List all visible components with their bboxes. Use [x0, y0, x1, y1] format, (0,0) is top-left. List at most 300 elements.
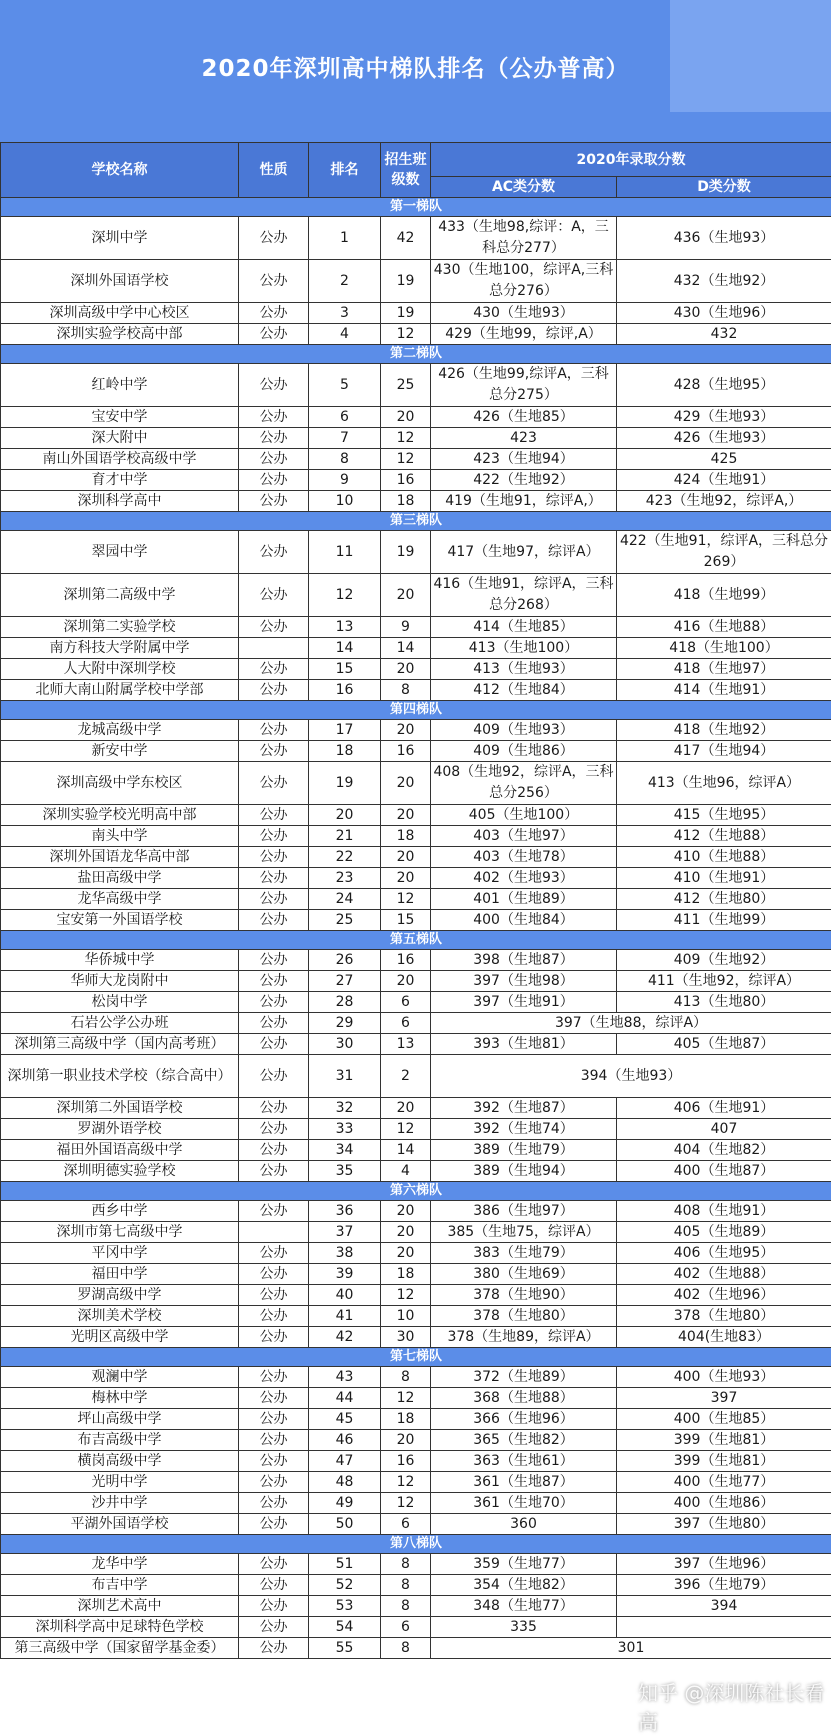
- table-row: [1, 470, 831, 491]
- rank-cell: 24: [309, 889, 381, 910]
- type-cell: 公办: [239, 868, 309, 889]
- ac-score-cell: 383（生地79）: [431, 1243, 617, 1264]
- table-row: [1, 1243, 831, 1264]
- school-cell: 深圳市第七高级中学: [1, 1222, 239, 1243]
- tier-row: [1, 1535, 831, 1554]
- rank-cell: 10: [309, 491, 381, 512]
- classes-cell: 20: [381, 1222, 431, 1243]
- classes-cell: 20: [381, 1243, 431, 1264]
- school-cell: 龙城高级中学: [1, 720, 239, 741]
- school-cell: 光明中学: [1, 1472, 239, 1493]
- school-cell: 龙华高级中学: [1, 889, 239, 910]
- ac-score-cell: 426（生地85）: [431, 407, 617, 428]
- table-row: [1, 847, 831, 868]
- type-cell: 公办: [239, 1554, 309, 1575]
- table-row: [1, 971, 831, 992]
- type-cell: 公办: [239, 491, 309, 512]
- ac-score-cell: 378（生地90）: [431, 1285, 617, 1306]
- classes-cell: 2: [381, 1055, 431, 1098]
- title-banner: [0, 0, 831, 142]
- table-row: [1, 1388, 831, 1409]
- rank-cell: 55: [309, 1638, 381, 1659]
- table-row: [1, 1409, 831, 1430]
- ac-score-cell: 386（生地97）: [431, 1201, 617, 1222]
- classes-cell: 19: [381, 303, 431, 324]
- d-score-cell: 414（生地91）: [617, 680, 831, 701]
- classes-cell: 12: [381, 1388, 431, 1409]
- tier-label: 第三梯队: [1, 512, 831, 531]
- tier-row: [1, 512, 831, 531]
- table-row: [1, 1034, 831, 1055]
- d-score-cell: 399（生地81）: [617, 1451, 831, 1472]
- tier-row: [1, 931, 831, 950]
- tier-label: 第六梯队: [1, 1182, 831, 1201]
- ac-score-cell: 360: [431, 1514, 617, 1535]
- ac-score-cell: 433（生地98,综评：A，三科总分277）: [431, 217, 617, 260]
- d-score-cell: 436（生地93）: [617, 217, 831, 260]
- rank-cell: 53: [309, 1596, 381, 1617]
- header-d: D类分数: [617, 177, 831, 198]
- table-row: [1, 1098, 831, 1119]
- type-cell: 公办: [239, 659, 309, 680]
- table-row: [1, 574, 831, 617]
- rank-cell: 27: [309, 971, 381, 992]
- type-cell: 公办: [239, 217, 309, 260]
- classes-cell: 20: [381, 805, 431, 826]
- ac-score-cell: 414（生地85）: [431, 617, 617, 638]
- ac-score-cell: 413（生地93）: [431, 659, 617, 680]
- school-cell: 布吉中学: [1, 1575, 239, 1596]
- type-cell: 公办: [239, 1161, 309, 1182]
- type-cell: 公办: [239, 1201, 309, 1222]
- school-cell: 坪山高级中学: [1, 1409, 239, 1430]
- school-cell: 深圳实验学校高中部: [1, 324, 239, 345]
- ac-score-cell: 359（生地77）: [431, 1554, 617, 1575]
- school-cell: 石岩公学公办班: [1, 1013, 239, 1034]
- classes-cell: 20: [381, 574, 431, 617]
- rank-cell: 38: [309, 1243, 381, 1264]
- rank-cell: 54: [309, 1617, 381, 1638]
- ac-score-cell: 409（生地86）: [431, 741, 617, 762]
- d-score-cell: 429（生地93）: [617, 407, 831, 428]
- school-cell: 沙井中学: [1, 1493, 239, 1514]
- school-cell: 梅林中学: [1, 1388, 239, 1409]
- school-cell: 罗湖高级中学: [1, 1285, 239, 1306]
- rank-cell: 43: [309, 1367, 381, 1388]
- classes-cell: 16: [381, 741, 431, 762]
- tier-row: [1, 1348, 831, 1367]
- ac-score-cell: 416（生地91，综评A，三科总分268）: [431, 574, 617, 617]
- ac-score-cell: 335: [431, 1617, 617, 1638]
- school-cell: 光明区高级中学: [1, 1327, 239, 1348]
- header-ac: AC类分数: [431, 177, 617, 198]
- table-row: [1, 1554, 831, 1575]
- type-cell: 公办: [239, 680, 309, 701]
- school-cell: 深圳高级中学中心校区: [1, 303, 239, 324]
- d-score-cell: 405（生地89）: [617, 1222, 831, 1243]
- header-school: 学校名称: [1, 143, 239, 198]
- table-row: [1, 1514, 831, 1535]
- table-row: [1, 1430, 831, 1451]
- type-cell: 公办: [239, 971, 309, 992]
- table-row: [1, 1617, 831, 1638]
- d-score-cell: 418（生地97）: [617, 659, 831, 680]
- type-cell: 公办: [239, 1327, 309, 1348]
- rank-cell: 22: [309, 847, 381, 868]
- type-cell: 公办: [239, 762, 309, 805]
- rank-cell: 15: [309, 659, 381, 680]
- school-cell: 深圳第二实验学校: [1, 617, 239, 638]
- d-score-cell: 406（生地95）: [617, 1243, 831, 1264]
- tier-label: 第七梯队: [1, 1348, 831, 1367]
- classes-cell: 10: [381, 1306, 431, 1327]
- ac-score-cell: 417（生地97，综评A）: [431, 531, 617, 574]
- school-cell: 福田中学: [1, 1264, 239, 1285]
- school-cell: 宝安中学: [1, 407, 239, 428]
- d-score-cell: 415（生地95）: [617, 805, 831, 826]
- tier-row: [1, 1182, 831, 1201]
- merged-score-cell: 394（生地93）: [431, 1055, 831, 1098]
- ac-score-cell: 385（生地75，综评A）: [431, 1222, 617, 1243]
- classes-cell: 18: [381, 491, 431, 512]
- table-row: [1, 1222, 831, 1243]
- classes-cell: 20: [381, 868, 431, 889]
- watermark: 知乎 @深圳陈社长看高: [638, 1677, 831, 1735]
- school-cell: 松岗中学: [1, 992, 239, 1013]
- classes-cell: 13: [381, 1034, 431, 1055]
- classes-cell: 20: [381, 762, 431, 805]
- rank-cell: 5: [309, 364, 381, 407]
- classes-cell: 16: [381, 1451, 431, 1472]
- ac-score-cell: 403（生地78）: [431, 847, 617, 868]
- school-cell: 深圳第三高级中学（国内高考班）: [1, 1034, 239, 1055]
- classes-cell: 19: [381, 531, 431, 574]
- rank-cell: 25: [309, 910, 381, 931]
- table-row: [1, 762, 831, 805]
- rank-cell: 51: [309, 1554, 381, 1575]
- rank-cell: 6: [309, 407, 381, 428]
- school-cell: 深圳第二高级中学: [1, 574, 239, 617]
- table-row: [1, 491, 831, 512]
- ac-score-cell: 403（生地97）: [431, 826, 617, 847]
- type-cell: 公办: [239, 1034, 309, 1055]
- school-cell: 南山外国语学校高级中学: [1, 449, 239, 470]
- d-score-cell: 400（生地77）: [617, 1472, 831, 1493]
- table-row: [1, 303, 831, 324]
- rank-cell: 21: [309, 826, 381, 847]
- tier-label: 第五梯队: [1, 931, 831, 950]
- type-cell: 公办: [239, 260, 309, 303]
- d-score-cell: 408（生地91）: [617, 1201, 831, 1222]
- school-cell: 宝安第一外国语学校: [1, 910, 239, 931]
- merged-score-cell: 397（生地88，综评A）: [431, 1013, 831, 1034]
- school-cell: 深圳科学高中: [1, 491, 239, 512]
- classes-cell: 20: [381, 1098, 431, 1119]
- tier-label: 第一梯队: [1, 198, 831, 217]
- header-classes: 招生班级数: [381, 143, 431, 198]
- d-score-cell: 428（生地95）: [617, 364, 831, 407]
- ac-score-cell: 423（生地94）: [431, 449, 617, 470]
- school-cell: 南方科技大学附属中学: [1, 638, 239, 659]
- table-row: [1, 950, 831, 971]
- classes-cell: 20: [381, 407, 431, 428]
- ac-score-cell: 393（生地81）: [431, 1034, 617, 1055]
- school-cell: 深大附中: [1, 428, 239, 449]
- classes-cell: 20: [381, 847, 431, 868]
- rank-cell: 14: [309, 638, 381, 659]
- rank-cell: 33: [309, 1119, 381, 1140]
- table-row: [1, 1493, 831, 1514]
- d-score-cell: 412（生地80）: [617, 889, 831, 910]
- d-score-cell: 397（生地96）: [617, 1554, 831, 1575]
- classes-cell: 12: [381, 1285, 431, 1306]
- table-row: [1, 1201, 831, 1222]
- table-row: [1, 449, 831, 470]
- rank-cell: 37: [309, 1222, 381, 1243]
- classes-cell: 8: [381, 1575, 431, 1596]
- table-row: [1, 364, 831, 407]
- type-cell: 公办: [239, 1514, 309, 1535]
- classes-cell: 8: [381, 1367, 431, 1388]
- school-cell: 华侨城中学: [1, 950, 239, 971]
- classes-cell: 16: [381, 470, 431, 491]
- classes-cell: 6: [381, 1013, 431, 1034]
- classes-cell: 12: [381, 1472, 431, 1493]
- type-cell: 公办: [239, 1638, 309, 1659]
- ac-score-cell: 426（生地99,综评A，三科总分275）: [431, 364, 617, 407]
- school-cell: 深圳高级中学东校区: [1, 762, 239, 805]
- classes-cell: 18: [381, 1409, 431, 1430]
- d-score-cell: 417（生地94）: [617, 741, 831, 762]
- rank-cell: 31: [309, 1055, 381, 1098]
- classes-cell: 8: [381, 1638, 431, 1659]
- table-row: [1, 1575, 831, 1596]
- rank-cell: 9: [309, 470, 381, 491]
- ac-score-cell: 348（生地77）: [431, 1596, 617, 1617]
- type-cell: 公办: [239, 407, 309, 428]
- classes-cell: 12: [381, 449, 431, 470]
- ac-score-cell: 361（生地87）: [431, 1472, 617, 1493]
- school-cell: 深圳中学: [1, 217, 239, 260]
- school-cell: 盐田高级中学: [1, 868, 239, 889]
- table-row: [1, 826, 831, 847]
- classes-cell: 12: [381, 428, 431, 449]
- school-cell: 深圳艺术高中: [1, 1596, 239, 1617]
- rank-cell: 28: [309, 992, 381, 1013]
- d-score-cell: 409（生地92）: [617, 950, 831, 971]
- ac-score-cell: 372（生地89）: [431, 1367, 617, 1388]
- rank-cell: 41: [309, 1306, 381, 1327]
- d-score-cell: 404（生地82）: [617, 1140, 831, 1161]
- classes-cell: 20: [381, 659, 431, 680]
- classes-cell: 6: [381, 1514, 431, 1535]
- rank-cell: 35: [309, 1161, 381, 1182]
- d-score-cell: 399（生地81）: [617, 1430, 831, 1451]
- header-type: 性质: [239, 143, 309, 198]
- table-row: [1, 1638, 831, 1659]
- school-cell: 深圳第一职业技术学校（综合高中）: [1, 1055, 239, 1098]
- table-row: [1, 805, 831, 826]
- tier-label: 第二梯队: [1, 345, 831, 364]
- type-cell: 公办: [239, 1575, 309, 1596]
- classes-cell: 12: [381, 1493, 431, 1514]
- type-cell: 公办: [239, 1264, 309, 1285]
- rank-cell: 18: [309, 741, 381, 762]
- type-cell: 公办: [239, 1493, 309, 1514]
- type-cell: 公办: [239, 1451, 309, 1472]
- classes-cell: 18: [381, 1264, 431, 1285]
- school-cell: 翠园中学: [1, 531, 239, 574]
- d-score-cell: 406（生地91）: [617, 1098, 831, 1119]
- classes-cell: 8: [381, 680, 431, 701]
- classes-cell: 19: [381, 260, 431, 303]
- table-row: [1, 992, 831, 1013]
- classes-cell: 14: [381, 638, 431, 659]
- table-row: [1, 1367, 831, 1388]
- d-score-cell: 378（生地80）: [617, 1306, 831, 1327]
- rank-cell: 2: [309, 260, 381, 303]
- d-score-cell: 418（生地100）: [617, 638, 831, 659]
- table-header: [1, 143, 831, 198]
- tier-label: 第四梯队: [1, 701, 831, 720]
- school-cell: 深圳明德实验学校: [1, 1161, 239, 1182]
- d-score-cell: 407: [617, 1119, 831, 1140]
- table-row: [1, 720, 831, 741]
- ac-score-cell: 380（生地69）: [431, 1264, 617, 1285]
- school-cell: 红岭中学: [1, 364, 239, 407]
- d-score-cell: 424（生地91）: [617, 470, 831, 491]
- ac-score-cell: 400（生地84）: [431, 910, 617, 931]
- type-cell: 公办: [239, 1409, 309, 1430]
- ac-score-cell: 368（生地88）: [431, 1388, 617, 1409]
- type-cell: 公办: [239, 470, 309, 491]
- d-score-cell: 430（生地96）: [617, 303, 831, 324]
- tier-row: [1, 198, 831, 217]
- table-row: [1, 1327, 831, 1348]
- school-cell: 深圳外国语学校: [1, 260, 239, 303]
- rank-cell: 45: [309, 1409, 381, 1430]
- type-cell: 公办: [239, 1472, 309, 1493]
- type-cell: 公办: [239, 531, 309, 574]
- type-cell: 公办: [239, 741, 309, 762]
- d-score-cell: 400（生地93）: [617, 1367, 831, 1388]
- table-row: [1, 1596, 831, 1617]
- d-score-cell: 425: [617, 449, 831, 470]
- table-row: [1, 659, 831, 680]
- table-row: [1, 1451, 831, 1472]
- classes-cell: 6: [381, 992, 431, 1013]
- type-cell: 公办: [239, 1306, 309, 1327]
- page-title: 2020年深圳高中梯队排名（公办普高）: [0, 50, 831, 83]
- tier-label: 第八梯队: [1, 1535, 831, 1554]
- rank-cell: 8: [309, 449, 381, 470]
- type-cell: 公办: [239, 1098, 309, 1119]
- classes-cell: 12: [381, 1119, 431, 1140]
- rank-cell: 30: [309, 1034, 381, 1055]
- rank-cell: 26: [309, 950, 381, 971]
- d-score-cell: 400（生地85）: [617, 1409, 831, 1430]
- ac-score-cell: 423: [431, 428, 617, 449]
- classes-cell: 20: [381, 971, 431, 992]
- table-row: [1, 1119, 831, 1140]
- ac-score-cell: 412（生地84）: [431, 680, 617, 701]
- rank-cell: 3: [309, 303, 381, 324]
- d-score-cell: 412（生地88）: [617, 826, 831, 847]
- rank-cell: 12: [309, 574, 381, 617]
- classes-cell: 8: [381, 1554, 431, 1575]
- ac-score-cell: 389（生地94）: [431, 1161, 617, 1182]
- type-cell: 公办: [239, 1430, 309, 1451]
- ac-score-cell: 354（生地82）: [431, 1575, 617, 1596]
- type-cell: 公办: [239, 1388, 309, 1409]
- ac-score-cell: 366（生地96）: [431, 1409, 617, 1430]
- d-score-cell: 402（生地88）: [617, 1264, 831, 1285]
- d-score-cell: 400（生地87）: [617, 1161, 831, 1182]
- ac-score-cell: 389（生地79）: [431, 1140, 617, 1161]
- classes-cell: 14: [381, 1140, 431, 1161]
- type-cell: 公办: [239, 574, 309, 617]
- type-cell: 公办: [239, 889, 309, 910]
- table-row: [1, 1264, 831, 1285]
- rank-cell: 11: [309, 531, 381, 574]
- table-row: [1, 1161, 831, 1182]
- d-score-cell: 432: [617, 324, 831, 345]
- school-cell: 平湖外国语学校: [1, 1514, 239, 1535]
- classes-cell: 8: [381, 1596, 431, 1617]
- ac-score-cell: 429（生地99，综评,A）: [431, 324, 617, 345]
- tier-row: [1, 345, 831, 364]
- classes-cell: 20: [381, 1430, 431, 1451]
- table-row: [1, 1306, 831, 1327]
- d-score-cell: 397: [617, 1388, 831, 1409]
- header-scores: 2020年录取分数: [431, 143, 831, 177]
- school-cell: 福田外国语高级中学: [1, 1140, 239, 1161]
- type-cell: 公办: [239, 1617, 309, 1638]
- table-row: [1, 260, 831, 303]
- d-score-cell: 418（生地99）: [617, 574, 831, 617]
- rank-cell: 48: [309, 1472, 381, 1493]
- d-score-cell: 411（生地92，综评A）: [617, 971, 831, 992]
- d-score-cell: 413（生地80）: [617, 992, 831, 1013]
- d-score-cell: 394: [617, 1596, 831, 1617]
- d-score-cell: 432（生地92）: [617, 260, 831, 303]
- ac-score-cell: 409（生地93）: [431, 720, 617, 741]
- d-score-cell: 410（生地88）: [617, 847, 831, 868]
- rank-cell: 36: [309, 1201, 381, 1222]
- rank-cell: 39: [309, 1264, 381, 1285]
- rank-cell: 47: [309, 1451, 381, 1472]
- d-score-cell: 396（生地79）: [617, 1575, 831, 1596]
- classes-cell: 9: [381, 617, 431, 638]
- classes-cell: 20: [381, 720, 431, 741]
- rank-cell: 34: [309, 1140, 381, 1161]
- d-score-cell: 426（生地93）: [617, 428, 831, 449]
- ac-score-cell: 413（生地100）: [431, 638, 617, 659]
- ac-score-cell: 397（生地98）: [431, 971, 617, 992]
- table-row: [1, 617, 831, 638]
- classes-cell: 18: [381, 826, 431, 847]
- classes-cell: 6: [381, 1617, 431, 1638]
- d-score-cell: 411（生地99）: [617, 910, 831, 931]
- school-cell: 深圳美术学校: [1, 1306, 239, 1327]
- school-cell: 新安中学: [1, 741, 239, 762]
- school-cell: 北师大南山附属学校中学部: [1, 680, 239, 701]
- ac-score-cell: 430（生地93）: [431, 303, 617, 324]
- ac-score-cell: 398（生地87）: [431, 950, 617, 971]
- type-cell: 公办: [239, 992, 309, 1013]
- table-row: [1, 680, 831, 701]
- ac-score-cell: 401（生地89）: [431, 889, 617, 910]
